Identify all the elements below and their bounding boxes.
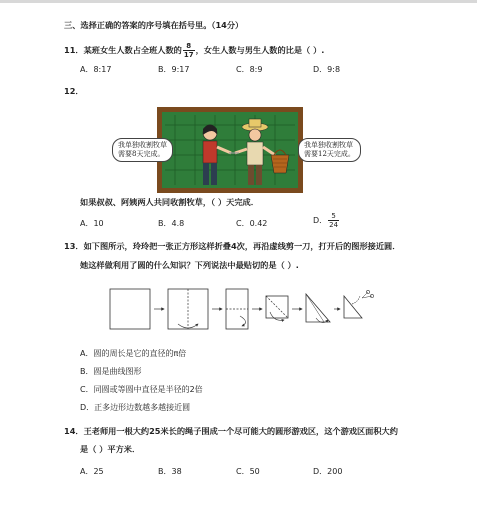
q12-illustration (155, 105, 305, 195)
step3-fold-quarter (226, 289, 248, 329)
q11-fraction (183, 42, 195, 59)
q11-option-c[interactable]: C．8:9 (236, 65, 263, 74)
q11-stem-a: 11．某班女生人数占全班人数的 (64, 45, 182, 55)
q13-option-a[interactable]: A．圆的周长是它的直径的π倍 (80, 349, 187, 358)
q14-line1: 14．王老师用一根大约25米长的绳子围成一个尽可能大的圆形游戏区，这个游戏区面积大约 (64, 426, 398, 436)
q11-frac-den: 17 (183, 51, 194, 59)
q13-line2: 她这样做利用了圆的什么知识？下列说法中最贴切的是（ ）. (80, 260, 299, 270)
q11-option-d[interactable]: D．9:8 (313, 65, 341, 74)
top-divider (0, 0, 477, 3)
q14-option-d[interactable]: D．200 (313, 467, 343, 476)
bubble-left-line2: 需要8天完成。 (118, 150, 165, 158)
q12-optd-num: 5 (328, 212, 339, 221)
bubble-left-line1: 我单独收割牧草 (118, 141, 167, 149)
bubble-right-line2: 需要12天完成。 (304, 150, 355, 158)
q12-bubble-left (112, 138, 173, 162)
q12-option-c[interactable]: C．0.42 (236, 219, 268, 228)
q11-stem-b: ，女生人数与男生人数的比是（ ）. (195, 45, 325, 55)
q14-option-a[interactable]: A．25 (80, 467, 104, 476)
q14-option-c[interactable]: C．50 (236, 467, 260, 476)
field (162, 112, 298, 188)
step4-fold-diagonal (266, 296, 288, 320)
q11-frac-num: 8 (183, 42, 195, 51)
q12-stem: 如果叔叔、阿姨两人共同收割牧草，（ ）天完成． (80, 197, 259, 207)
q12-bubble-right (298, 138, 361, 162)
q12-option-a[interactable]: A．10 (80, 219, 104, 228)
q13-option-d[interactable]: D．正多边形边数越多越接近圆 (80, 403, 191, 412)
q12-option-d-fraction (328, 212, 339, 229)
step5-triangle (306, 294, 330, 323)
q12-optd-den: 24 (329, 221, 339, 229)
q14-line2: 是（ ）平方米． (80, 444, 141, 454)
step6-cut (344, 290, 374, 318)
q11-option-a[interactable]: A．8:17 (80, 65, 112, 74)
q13-option-c[interactable]: C．同圆或等圆中直径是半径的2倍 (80, 385, 203, 394)
section-title: 三、选择正确的答案的序号填在括号里。（14分） (64, 20, 244, 30)
q13-option-b[interactable]: B．圆是曲线图形 (80, 367, 142, 376)
step1-square (110, 289, 150, 329)
q13-line1: 13．如下图所示，玲玲把一张正方形这样折叠4次，再沿虚线剪一刀，打开后的图形接近圆． (64, 241, 401, 251)
q13-folding-diagram (100, 284, 380, 334)
step2-fold-half (168, 289, 208, 329)
q12-number: 12． (64, 86, 84, 96)
q12-option-d[interactable] (313, 212, 340, 229)
q14-option-b[interactable]: B．38 (158, 467, 182, 476)
q11-option-b[interactable]: B．9:17 (158, 65, 190, 74)
q12-option-d-label: D． (313, 216, 328, 225)
bubble-right-line1: 我单独收割牧草 (304, 141, 353, 149)
q11-stem (64, 42, 324, 59)
q12-option-b[interactable]: B．4.8 (158, 219, 185, 228)
